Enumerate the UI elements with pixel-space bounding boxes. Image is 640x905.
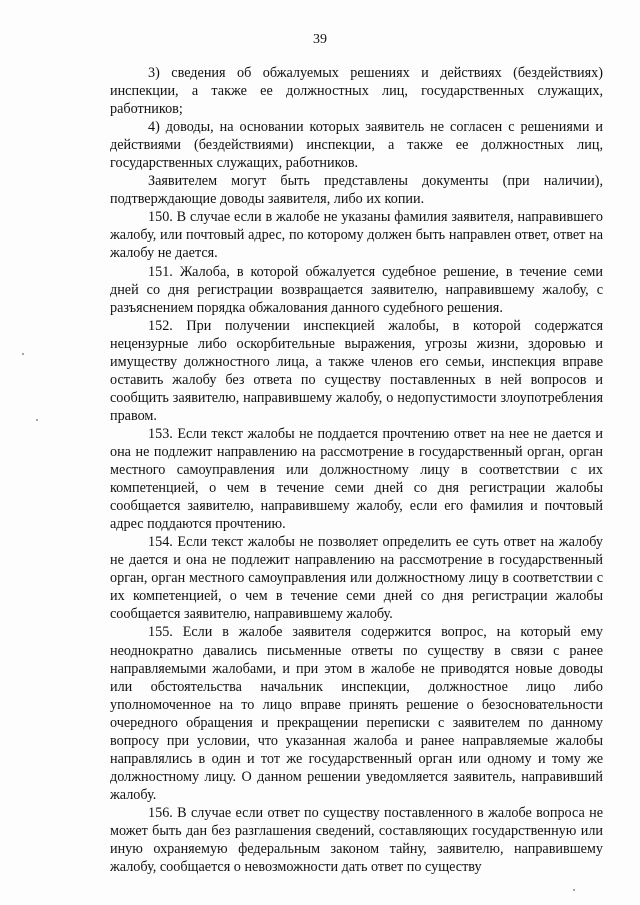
paragraph-item-4-arguments: 4) доводы, на основании которых заявитель не согласен с решениями и действиями (бездействиями) инспекции, а также ее должностных лиц, государственных служащих, работников. [110, 119, 603, 172]
scan-speck [573, 889, 575, 891]
paragraph-156: 156. В случае если ответ по существу поставленного в жалобе вопроса не может быть дан без разглашения сведений, составляющих государственную или иную охраняемую федеральным законом тайну, заявителю, направившему жалобу, сообщается о невозможности дать ответ по существу [110, 804, 603, 876]
paragraph-151: 151. Жалоба, в которой обжалуется судебное решение, в течение семи дней со дня регистрации возвращается заявителю, направившему жалобу, с разъяснением порядка обжалования данного судебного решения. [110, 263, 603, 316]
paragraph-150: 150. В случае если в жалобе не указаны фамилия заявителя, направившего жалобу, или почтовый адрес, по которому должен быть направлен ответ, ответ на жалобу не дается. [110, 209, 603, 262]
scan-speck [36, 419, 38, 421]
scan-speck [22, 353, 24, 355]
paragraph-item-3-details: 3) сведения об обжалуемых решениях и действиях (бездействиях) инспекции, а также ее должностных лиц, государственных служащих, работников; [110, 65, 603, 118]
paragraph-supporting-documents: Заявителем могут быть представлены документы (при наличии), подтверждающие доводы заявителя, либо их копии. [110, 173, 603, 208]
paragraph-155: 155. Если в жалобе заявителя содержится вопрос, на который ему неоднократно давались письменные ответы по существу в связи с ранее направляемыми жалобами, и при этом в жалобе не приводятся новые доводы или обстоятельства начальник инспекции, должностное лицо либо уполномоченное на то лицо вправе принять решение о безосновательности очередного обращения и прекращении переписки с заявителем по данному вопросу при условии, что указанная жалоба и ранее направляемые жалобы направлялись в один и тот же государственный орган или одному и тому же должностному лицу. О данном решении уведомляется заявитель, направивший жалобу. [110, 624, 603, 803]
paragraph-154: 154. Если текст жалобы не позволяет определить ее суть ответ на жалобу не дается и она не подлежит направлению на рассмотрение в государственный орган, орган местного самоуправления или должностному лицу в соответствии с их компетенцией, о чем в течение семи дней со дня регистрации жалобы сообщается заявителю, направившему жалобу. [110, 534, 603, 623]
paragraph-153: 153. Если текст жалобы не поддается прочтению ответ на нее не дается и она не подлежит направлению на рассмотрение в государственный орган, орган местного самоуправления или должностному лицу в соответствии с их компетенцией, о чем в течение семи дней со дня регистрации жалобы сообщается заявителю, направившему жалобу, если его фамилия и почтовый адрес поддаются прочтению. [110, 425, 603, 533]
page-number: 39 [313, 32, 327, 47]
paragraph-152: 152. При получении инспекцией жалобы, в которой содержатся нецензурные либо оскорбительные выражения, угрозы жизни, здоровью и имуществу должностного лица, а также членов его семьи, инспекция вправе оставить жалобу без ответа по существу поставленных в ней вопросов и сообщить заявителю, направившему жалобу, о недопустимости злоупотребления правом. [110, 317, 603, 424]
document-body [110, 64, 603, 876]
